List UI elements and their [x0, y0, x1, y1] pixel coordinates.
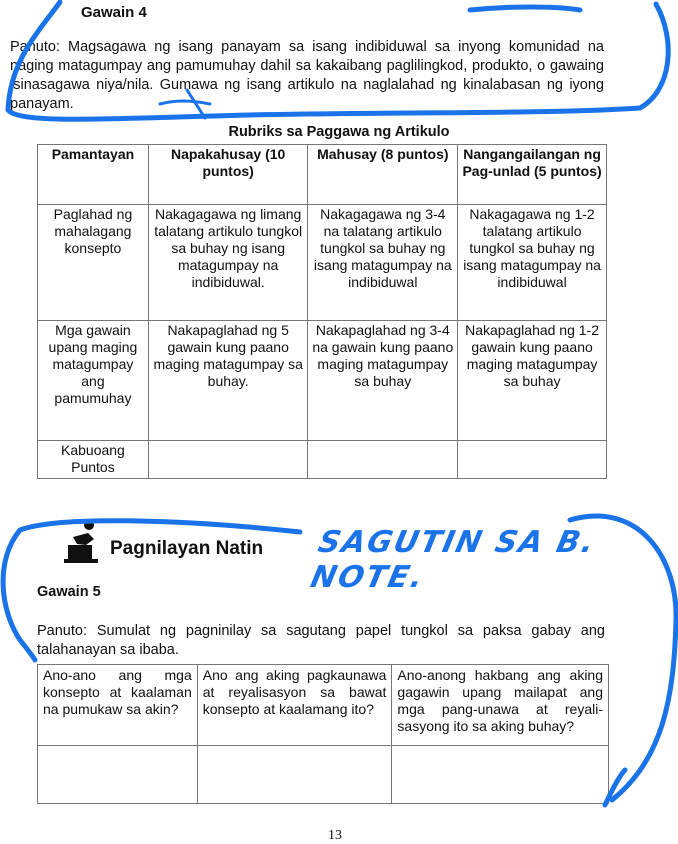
rubric-cell	[458, 441, 607, 479]
rubric-cell: Nakapaglahad ng 5 gawain kung paano maging matagumpay sa buhay.	[148, 321, 308, 441]
page-number: 13	[328, 828, 342, 843]
rubric-cell: Nakapaglahad ng 1-2 gawain kung paano maging matagumpay sa buhay	[458, 321, 607, 441]
rubric-cell	[148, 441, 308, 479]
ink-stroke-top	[470, 7, 580, 10]
reflection-table	[37, 664, 609, 804]
gawain4-title: Gawain 4	[81, 4, 147, 21]
section-title: Pagnilayan Natin	[110, 538, 264, 559]
reflection-header-cell: Ano-anong hakbang ang aking gagawin upang mailapat ang mga pang-unawa at reyali-sasyong ito sa aking buhay?	[392, 665, 609, 746]
rubric-table	[37, 144, 607, 479]
rubric-cell: Nakagagawa ng 3-4 na talatang artikulo tungkol sa buhay ng isang matagumpay na indibiduwal	[308, 205, 458, 321]
gawain5-title: Gawain 5	[37, 584, 101, 600]
reflection-answer-cell	[392, 746, 609, 804]
reflection-header-row	[38, 665, 609, 746]
rubric-cell: Nakagagawa ng 1-2 talatang artikulo tungkol sa buhay ng isang matagumpay na indibiduwal	[458, 205, 607, 321]
table-row	[38, 441, 607, 479]
rubric-cell: Nakapaglahad ng 3-4 na gawain kung paano maging matagumpay sa buhay	[308, 321, 458, 441]
reflection-header-cell: Ano ang aking pagkaunawa at reyalisasyon sa bawat konsepto at kaalamang ito?	[197, 665, 392, 746]
rubric-header-cell: Pamantayan	[38, 145, 149, 205]
gawain4-instructions: Panuto: Magsagawa ng isang panayam sa isang indibiduwal sa inyong komunidad na naging matagumpay ang pamumuhay dahil sa kakaibang paglilingkod, produkto, o gawaing isinasagawa niya/nila. Gumawa ng isang artikulo na naglalahad ng kinalabasan ng iyong panayam.	[10, 39, 604, 112]
rubric-criterion: Mga gawain upang maging matagumpay ang pamumuhay	[38, 321, 149, 441]
rubric-title: Rubriks sa Paggawa ng Artikulo	[228, 124, 450, 140]
person-thinking-icon	[64, 519, 100, 565]
table-row	[38, 205, 607, 321]
table-row	[38, 746, 609, 804]
rubric-criterion: Paglahad ng mahalagang konsepto	[38, 205, 149, 321]
reflection-header-cell: Ano-ano ang mga konsepto at kaalaman na pumukaw sa akin?	[38, 665, 198, 746]
rubric-criterion: Kabuoang Puntos	[38, 441, 149, 479]
rubric-header-cell: Mahusay (8 puntos)	[308, 145, 458, 205]
rubric-cell	[308, 441, 458, 479]
reflection-answer-cell	[197, 746, 392, 804]
rubric-header-cell: Nangangailangan ng Pag-unlad (5 puntos)	[458, 145, 607, 205]
rubric-header-cell: Napakahusay (10 puntos)	[148, 145, 308, 205]
gawain5-instructions: Panuto: Sumulat ng pagninilay sa sagutang papel tungkol sa paksa gabay ang talahanayan sa ibaba.	[37, 623, 605, 658]
rubric-header-row	[38, 145, 607, 205]
rubric-cell: Nakagagawa ng limang talatang artikulo tungkol sa buhay ng isang matagumpay na indibiduwal.	[148, 205, 308, 321]
table-row	[38, 321, 607, 441]
handwritten-note: SAGUTIN SA B. NOTE.	[307, 525, 599, 595]
reflection-answer-cell	[38, 746, 198, 804]
